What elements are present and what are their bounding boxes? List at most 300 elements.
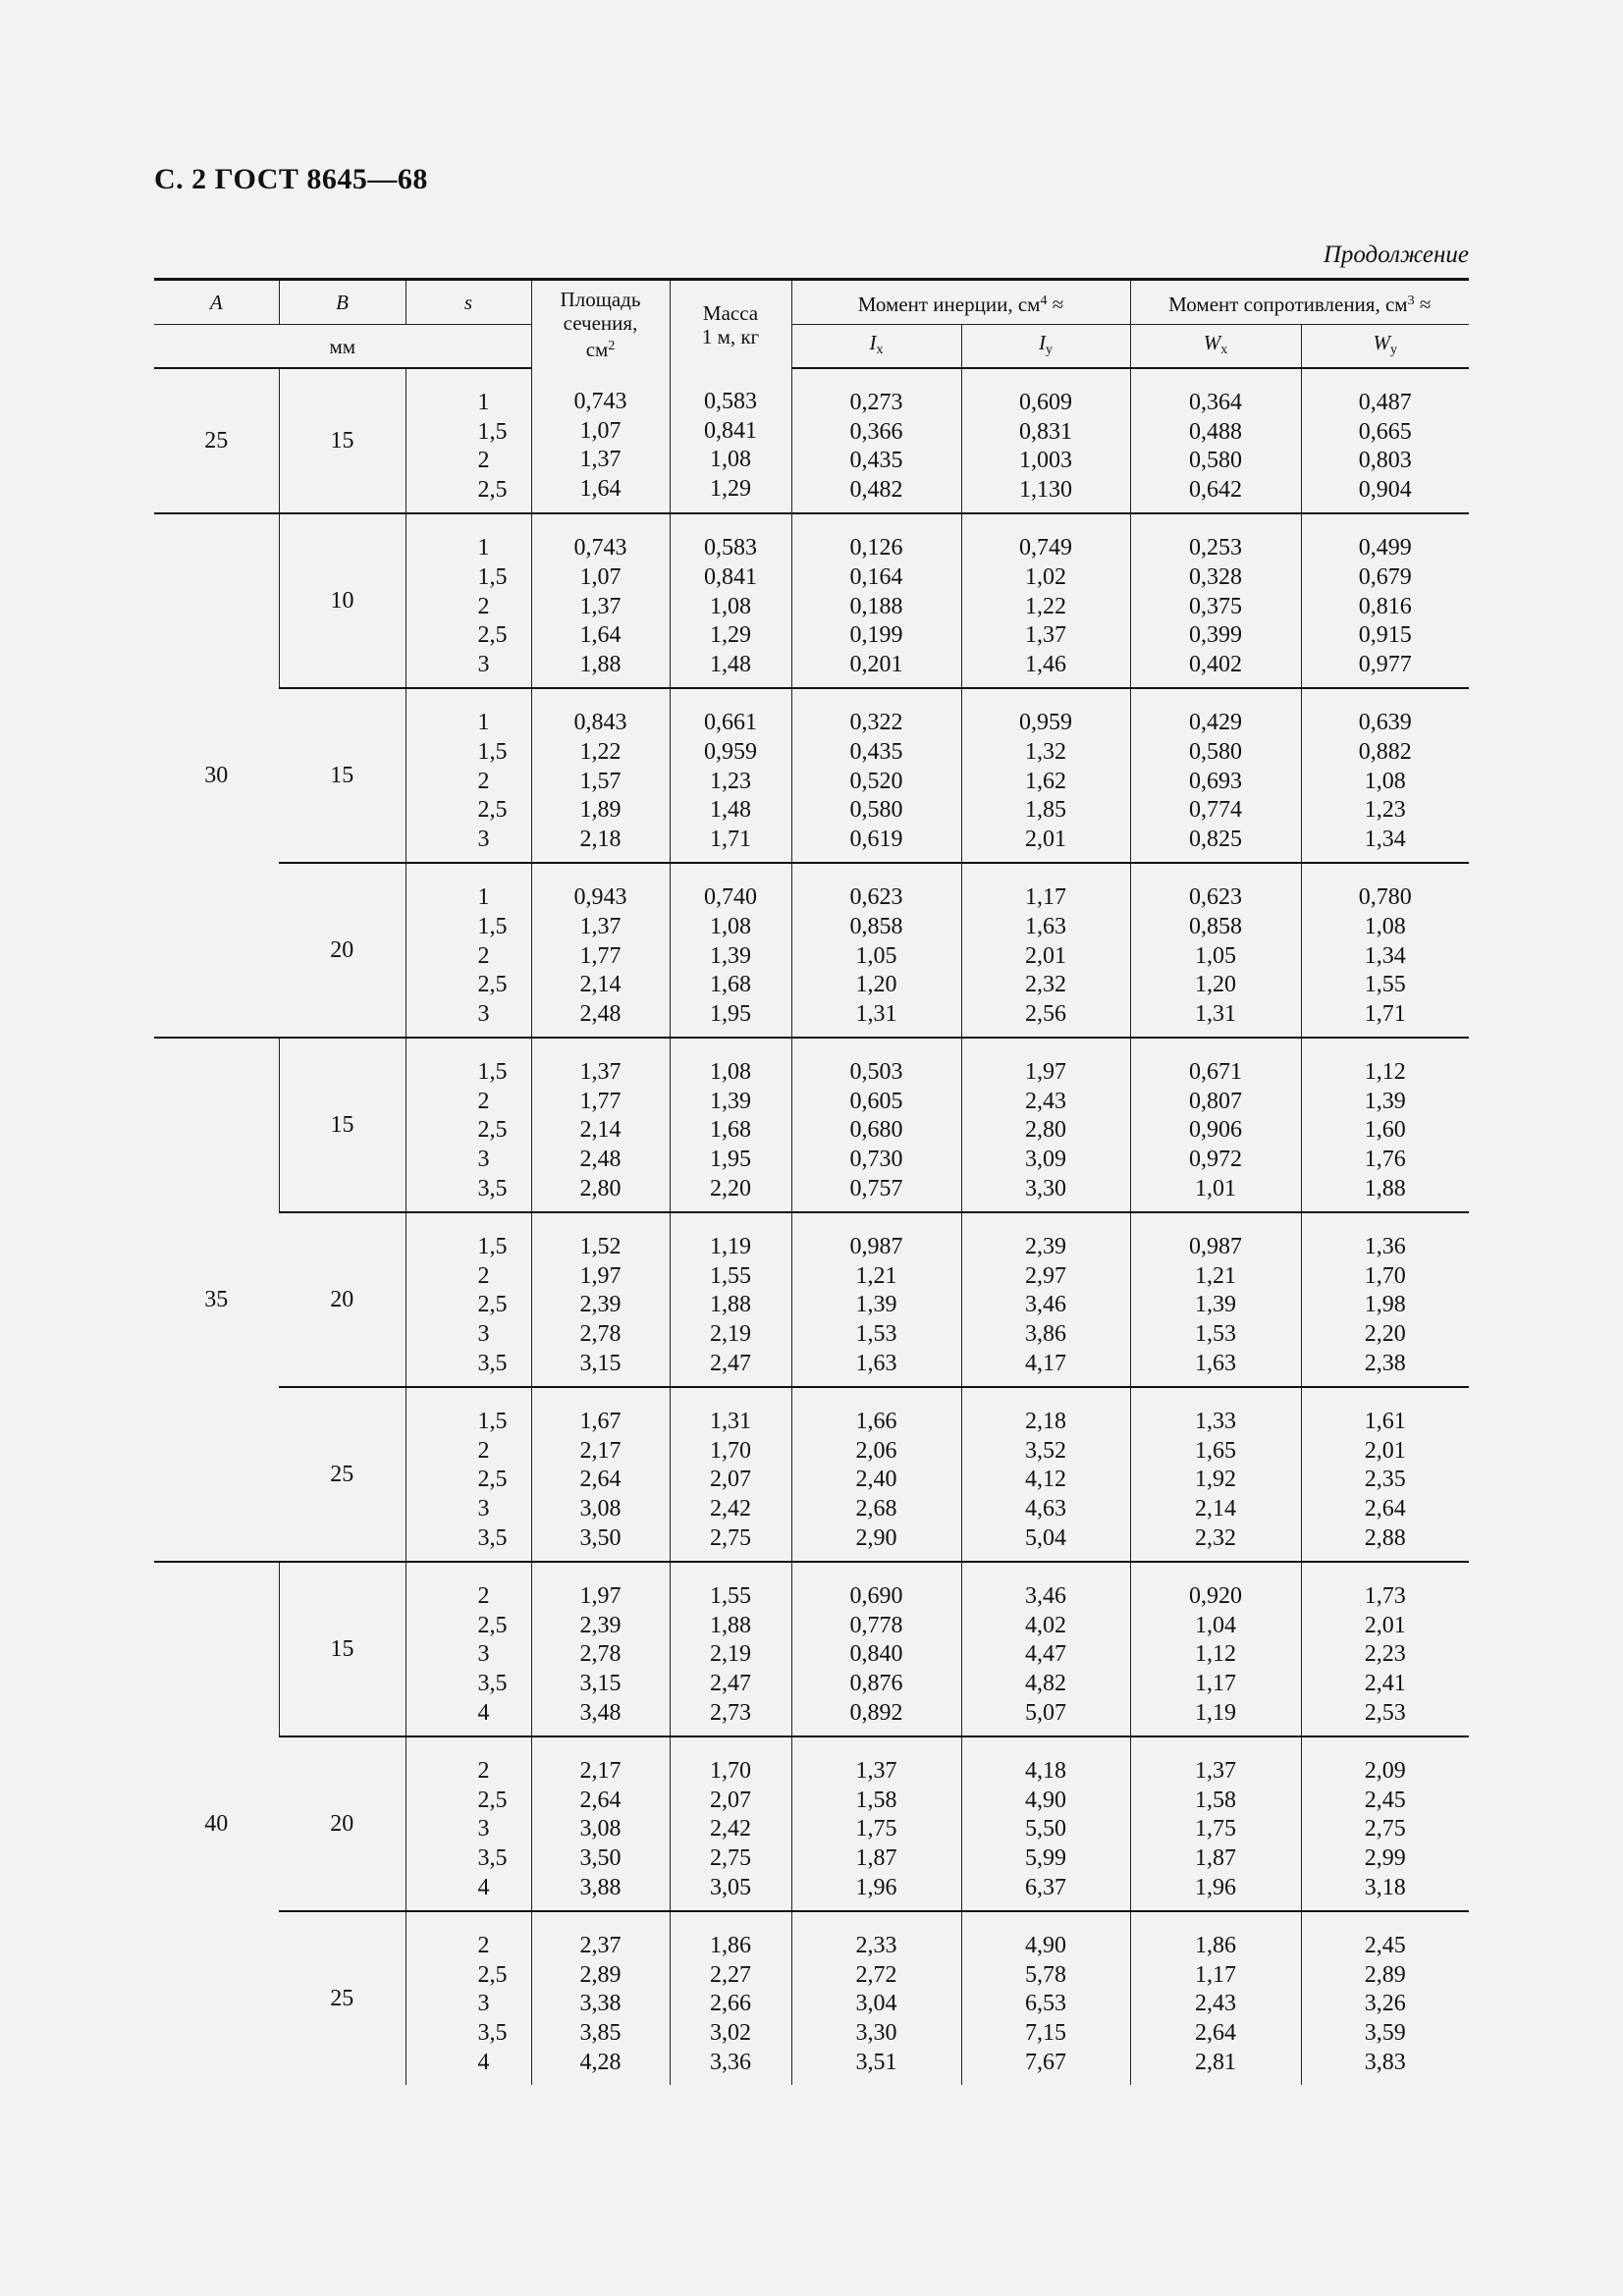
- cell-A: 30: [154, 513, 279, 1038]
- cell-mass: [670, 1387, 791, 1562]
- cell-s: [406, 863, 531, 1038]
- value-Iy: 2,80: [1025, 1117, 1066, 1144]
- value-s: 3: [477, 1321, 490, 1348]
- value-Ix: 0,201: [849, 651, 903, 677]
- cell-area: [531, 863, 670, 1038]
- value-Iy: 1,003: [1019, 448, 1072, 474]
- value-Iy: 1,02: [1025, 563, 1066, 590]
- cell-mass: [670, 688, 791, 863]
- cell-Iy: [961, 1736, 1130, 1911]
- value-Iy: 2,56: [1025, 1000, 1066, 1027]
- value-area: 1,57: [579, 768, 622, 794]
- value-Wx: 0,375: [1189, 593, 1242, 619]
- value-Wx: 0,580: [1189, 738, 1242, 765]
- cell-area: [531, 1736, 670, 1911]
- cell-B: 15: [279, 688, 406, 863]
- value-Iy: 4,63: [1025, 1496, 1066, 1522]
- value-area: 3,15: [579, 1350, 622, 1376]
- value-s: 1: [477, 390, 490, 415]
- value-s: 1,5: [477, 563, 508, 590]
- value-Wx: 1,12: [1195, 1641, 1236, 1668]
- value-Wy: 2,38: [1364, 1350, 1406, 1376]
- cell-mass: [670, 1911, 791, 2085]
- value-mass: 2,19: [710, 1321, 751, 1348]
- table-row: [154, 1387, 1469, 1562]
- value-Ix: 0,199: [849, 622, 903, 649]
- value-Ix: 1,63: [855, 1350, 897, 1376]
- cell-Ix: [791, 1562, 961, 1736]
- value-s: 1: [477, 535, 490, 561]
- value-Ix: 0,876: [849, 1670, 903, 1696]
- value-Iy: 1,130: [1019, 476, 1072, 503]
- value-mass: 1,71: [710, 826, 751, 852]
- value-Wx: 0,402: [1189, 651, 1242, 677]
- cell-Ix: [791, 1736, 961, 1911]
- value-area: 3,50: [579, 1524, 622, 1551]
- value-area: 1,67: [579, 1409, 622, 1435]
- value-area: 1,88: [579, 651, 622, 677]
- value-s: 2: [477, 942, 490, 969]
- value-mass: 0,740: [704, 884, 757, 911]
- value-mass: 1,08: [710, 1059, 751, 1086]
- value-s: 2,5: [477, 1467, 508, 1493]
- cell-Wx: [1130, 1736, 1301, 1911]
- cell-Ix: [791, 513, 961, 688]
- value-Ix: 1,05: [855, 942, 897, 969]
- page-title: С. 2 ГОСТ 8645—68: [154, 163, 428, 195]
- value-Ix: 0,435: [849, 448, 903, 474]
- value-Iy: 4,90: [1025, 1787, 1066, 1813]
- value-mass: 1,39: [710, 1088, 751, 1114]
- table-header: [154, 280, 1469, 369]
- value-area: 3,08: [579, 1496, 622, 1522]
- value-mass: 1,23: [710, 768, 751, 794]
- value-Wy: 0,665: [1358, 418, 1412, 445]
- value-Ix: 3,30: [855, 2019, 897, 2046]
- value-Wx: 0,693: [1189, 768, 1242, 794]
- value-mass: 1,08: [710, 913, 751, 939]
- value-Wx: 0,623: [1189, 884, 1242, 911]
- value-Wy: 1,76: [1364, 1147, 1406, 1173]
- value-Ix: 0,730: [849, 1147, 903, 1173]
- value-Wx: 1,17: [1195, 1961, 1236, 1988]
- value-Ix: 1,87: [855, 1844, 897, 1871]
- value-Ix: 0,757: [849, 1175, 903, 1201]
- value-s: 3,5: [477, 1524, 508, 1551]
- cell-area: [531, 1038, 670, 1212]
- cell-area: [531, 688, 670, 863]
- value-Ix: 0,188: [849, 593, 903, 619]
- value-Iy: 4,47: [1025, 1641, 1066, 1668]
- header-resistance: Момент сопротивления, $см^3$ ≈: [1130, 280, 1469, 325]
- table-row: [154, 513, 1469, 688]
- value-Iy: 3,30: [1025, 1175, 1066, 1201]
- value-Iy: 4,18: [1025, 1758, 1066, 1785]
- value-area: 2,48: [579, 1147, 622, 1173]
- value-Wy: 1,60: [1364, 1117, 1406, 1144]
- cell-B: 15: [279, 1562, 406, 1736]
- cell-Iy: [961, 863, 1130, 1038]
- value-area: 1,77: [579, 1088, 622, 1114]
- cell-area: [531, 1387, 670, 1562]
- value-s: 1: [477, 884, 490, 911]
- value-Iy: 1,22: [1025, 593, 1066, 619]
- cell-B: 20: [279, 1736, 406, 1911]
- value-mass: 1,39: [710, 942, 751, 969]
- value-area: 4,28: [579, 2049, 622, 2075]
- value-Wy: 2,01: [1364, 1437, 1406, 1464]
- value-Iy: 4,02: [1025, 1612, 1066, 1638]
- value-area: 2,80: [579, 1175, 622, 1201]
- value-s: 3: [477, 1496, 490, 1522]
- value-s: 2,5: [477, 1117, 508, 1144]
- value-Wy: 0,882: [1358, 738, 1412, 765]
- value-s: 2: [477, 1437, 490, 1464]
- value-Wx: 1,01: [1195, 1175, 1236, 1201]
- value-Iy: 1,37: [1025, 622, 1066, 649]
- value-Wy: 0,679: [1358, 563, 1412, 590]
- value-Wy: 2,53: [1364, 1699, 1406, 1726]
- value-Wx: 0,488: [1189, 418, 1242, 445]
- value-Wy: 2,09: [1364, 1758, 1406, 1785]
- value-mass: 1,70: [710, 1437, 751, 1464]
- value-mass: 1,68: [710, 1117, 751, 1144]
- header-Iy: $I_y$: [961, 325, 1130, 369]
- value-Wy: 1,08: [1364, 768, 1406, 794]
- value-Wx: 1,65: [1195, 1437, 1236, 1464]
- value-area: 2,14: [579, 1117, 622, 1144]
- value-area: 2,48: [579, 1000, 622, 1027]
- value-Iy: 4,82: [1025, 1670, 1066, 1696]
- cell-mass: [670, 1038, 791, 1212]
- value-Ix: 0,435: [849, 738, 903, 765]
- value-Iy: 1,46: [1025, 651, 1066, 677]
- value-Iy: 0,831: [1019, 418, 1072, 445]
- value-s: 2: [477, 768, 490, 794]
- value-mass: 1,48: [710, 797, 751, 824]
- cell-Wy: [1301, 1562, 1469, 1736]
- value-mass: 1,68: [710, 972, 751, 998]
- value-mass: 2,07: [710, 1787, 751, 1813]
- value-Wx: 0,987: [1189, 1234, 1242, 1260]
- header-A: A: [154, 280, 279, 325]
- value-area: 3,50: [579, 1844, 622, 1871]
- value-Ix: 0,840: [849, 1641, 903, 1668]
- value-Iy: 0,609: [1019, 390, 1072, 415]
- continuation-label: Продолжение: [1323, 241, 1469, 268]
- value-s: 2,5: [477, 797, 508, 824]
- value-Ix: 1,58: [855, 1787, 897, 1813]
- value-s: 2,5: [477, 1612, 508, 1638]
- value-area: 2,39: [579, 1292, 622, 1318]
- value-Wx: 0,328: [1189, 563, 1242, 590]
- cell-Wx: [1130, 688, 1301, 863]
- value-Ix: 1,75: [855, 1816, 897, 1842]
- value-mass: 2,20: [710, 1175, 751, 1201]
- value-s: 4: [477, 2049, 490, 2075]
- value-s: 2: [477, 593, 490, 619]
- value-Ix: 2,72: [855, 1961, 897, 1988]
- value-mass: 0,583: [704, 535, 757, 561]
- cell-Ix: [791, 1212, 961, 1387]
- value-Wy: 2,64: [1364, 1496, 1406, 1522]
- value-Wy: 0,803: [1358, 448, 1412, 474]
- value-Wy: 1,36: [1364, 1234, 1406, 1260]
- cell-Ix: [791, 1911, 961, 2085]
- value-area: 3,08: [579, 1816, 622, 1842]
- value-s: 3: [477, 1000, 490, 1027]
- cell-area: [531, 1562, 670, 1736]
- value-Ix: 0,987: [849, 1234, 903, 1260]
- value-mass: 2,42: [710, 1816, 751, 1842]
- value-Wy: 0,816: [1358, 593, 1412, 619]
- value-mass: 2,27: [710, 1961, 751, 1988]
- value-mass: 2,47: [710, 1670, 751, 1696]
- value-Wx: 1,96: [1195, 1874, 1236, 1900]
- value-area: 1,07: [579, 563, 622, 590]
- value-Ix: 0,273: [849, 390, 903, 415]
- value-mass: 1,08: [710, 447, 751, 473]
- value-Wy: 1,73: [1364, 1583, 1406, 1610]
- value-mass: 0,583: [704, 389, 757, 414]
- value-s: 3: [477, 651, 490, 677]
- cell-B: 20: [279, 863, 406, 1038]
- header-Wx: $W_x$: [1130, 325, 1301, 369]
- value-Wy: 2,75: [1364, 1816, 1406, 1842]
- value-Wy: 1,39: [1364, 1088, 1406, 1114]
- value-Wy: 1,34: [1364, 826, 1406, 852]
- cell-Iy: [961, 1387, 1130, 1562]
- value-Iy: 3,86: [1025, 1321, 1066, 1348]
- value-mass: 2,19: [710, 1641, 751, 1668]
- value-Wy: 1,55: [1364, 972, 1406, 998]
- cell-B: 15: [279, 368, 406, 513]
- value-Iy: 2,43: [1025, 1088, 1066, 1114]
- value-Iy: 5,04: [1025, 1524, 1066, 1551]
- value-Ix: 2,90: [855, 1524, 897, 1551]
- header-Wy: $W_y$: [1301, 325, 1469, 369]
- value-s: 3,5: [477, 1350, 508, 1376]
- cell-area: [531, 513, 670, 688]
- cell-Ix: [791, 688, 961, 863]
- cell-Ix: [791, 368, 961, 513]
- value-Wx: 0,642: [1189, 476, 1242, 503]
- value-s: 2,5: [477, 476, 508, 503]
- value-Wx: 1,63: [1195, 1350, 1236, 1376]
- value-Wy: 2,45: [1364, 1933, 1406, 1959]
- value-Wx: 0,807: [1189, 1088, 1242, 1114]
- cell-s: [406, 1038, 531, 1212]
- value-Wx: 1,05: [1195, 942, 1236, 969]
- cell-area: [531, 1911, 670, 2085]
- table-row: [154, 1038, 1469, 1212]
- value-Ix: 0,619: [849, 826, 903, 852]
- value-s: 2,5: [477, 622, 508, 649]
- value-mass: 1,31: [710, 1409, 751, 1435]
- cell-mass: [670, 513, 791, 688]
- value-area: 1,22: [579, 738, 622, 765]
- value-mass: 2,75: [710, 1524, 751, 1551]
- value-Iy: 0,749: [1019, 535, 1072, 561]
- value-mass: 1,08: [710, 593, 751, 619]
- value-Iy: 2,39: [1025, 1234, 1066, 1260]
- value-Ix: 1,96: [855, 1874, 897, 1900]
- value-Wx: 1,04: [1195, 1612, 1236, 1638]
- cell-mass: [670, 368, 791, 513]
- value-s: 2,5: [477, 972, 508, 998]
- value-Iy: 0,959: [1019, 710, 1072, 736]
- value-Iy: 1,85: [1025, 797, 1066, 824]
- value-area: 3,48: [579, 1699, 622, 1726]
- value-area: 2,37: [579, 1933, 622, 1959]
- value-Wy: 2,20: [1364, 1321, 1406, 1348]
- value-Wy: 1,98: [1364, 1292, 1406, 1318]
- value-Iy: 5,07: [1025, 1699, 1066, 1726]
- value-Wy: 2,35: [1364, 1467, 1406, 1493]
- cell-Ix: [791, 1038, 961, 1212]
- value-mass: 2,07: [710, 1467, 751, 1493]
- cell-Wx: [1130, 513, 1301, 688]
- value-Wx: 1,75: [1195, 1816, 1236, 1842]
- value-Wx: 1,20: [1195, 972, 1236, 998]
- value-Ix: 0,690: [849, 1583, 903, 1610]
- value-area: 2,64: [579, 1787, 622, 1813]
- value-mass: 1,95: [710, 1000, 751, 1027]
- value-Ix: 1,37: [855, 1758, 897, 1785]
- value-Iy: 1,17: [1025, 884, 1066, 911]
- value-s: 4: [477, 1874, 490, 1900]
- value-Wx: 2,14: [1195, 1496, 1236, 1522]
- value-Iy: 2,01: [1025, 942, 1066, 969]
- value-area: 1,37: [579, 1059, 622, 1086]
- cell-Iy: [961, 1562, 1130, 1736]
- value-Wx: 1,92: [1195, 1467, 1236, 1493]
- value-mass: 1,88: [710, 1612, 751, 1638]
- cell-Ix: [791, 863, 961, 1038]
- cell-Wy: [1301, 1387, 1469, 1562]
- value-Wx: 0,671: [1189, 1059, 1242, 1086]
- value-Wx: 0,858: [1189, 913, 1242, 939]
- value-Iy: 1,97: [1025, 1059, 1066, 1086]
- value-Wx: 0,825: [1189, 826, 1242, 852]
- value-Iy: 6,53: [1025, 1991, 1066, 2017]
- value-mass: 2,47: [710, 1350, 751, 1376]
- value-area: 2,17: [579, 1437, 622, 1464]
- table-row: [154, 1911, 1469, 2085]
- value-area: 0,843: [573, 710, 627, 736]
- value-area: 2,78: [579, 1641, 622, 1668]
- table-row: [154, 1562, 1469, 1736]
- value-mass: 1,55: [710, 1583, 751, 1610]
- value-Ix: 1,20: [855, 972, 897, 998]
- value-Wy: 1,61: [1364, 1409, 1406, 1435]
- cell-Iy: [961, 1212, 1130, 1387]
- value-s: 1,5: [477, 913, 508, 939]
- value-Ix: 0,778: [849, 1612, 903, 1638]
- value-Ix: 0,126: [849, 535, 903, 561]
- cell-s: [406, 1911, 531, 2085]
- value-area: 1,52: [579, 1234, 622, 1260]
- value-Ix: 1,31: [855, 1000, 897, 1027]
- value-mass: 1,88: [710, 1292, 751, 1318]
- cell-s: [406, 1562, 531, 1736]
- value-Wy: 3,59: [1364, 2019, 1406, 2046]
- value-Wy: 3,18: [1364, 1874, 1406, 1900]
- value-Ix: 0,680: [849, 1117, 903, 1144]
- cell-Wx: [1130, 1038, 1301, 1212]
- cell-Wy: [1301, 688, 1469, 863]
- cell-B: 25: [279, 1911, 406, 2085]
- table-row: [154, 863, 1469, 1038]
- value-Ix: 0,892: [849, 1699, 903, 1726]
- value-Wy: 1,08: [1364, 913, 1406, 939]
- value-area: 0,743: [573, 389, 627, 414]
- header-mm: мм: [154, 325, 531, 369]
- value-s: 1,5: [477, 1234, 508, 1260]
- value-Ix: 0,605: [849, 1088, 903, 1114]
- value-Wx: 0,920: [1189, 1583, 1242, 1610]
- value-s: 2: [477, 1088, 490, 1114]
- header-mass: Масса 1 м, кг: [670, 280, 791, 369]
- value-area: 3,88: [579, 1874, 622, 1900]
- value-Wy: 1,34: [1364, 942, 1406, 969]
- value-Wy: 0,977: [1358, 651, 1412, 677]
- value-Wx: 1,17: [1195, 1670, 1236, 1696]
- value-mass: 1,55: [710, 1262, 751, 1289]
- value-Wy: 2,89: [1364, 1961, 1406, 1988]
- value-s: 3: [477, 826, 490, 852]
- value-s: 1,5: [477, 1409, 508, 1435]
- cell-s: [406, 368, 531, 513]
- value-Wx: 0,972: [1189, 1147, 1242, 1173]
- value-Iy: 5,50: [1025, 1816, 1066, 1842]
- cell-s: [406, 1736, 531, 1911]
- value-Wx: 2,64: [1195, 2019, 1236, 2046]
- table-row: [154, 368, 1469, 513]
- value-s: 3,5: [477, 2019, 508, 2046]
- cell-mass: [670, 863, 791, 1038]
- value-s: 2: [477, 1758, 490, 1785]
- cell-area: [531, 368, 670, 513]
- value-Ix: 3,04: [855, 1991, 897, 2017]
- value-area: 1,37: [579, 593, 622, 619]
- cell-mass: [670, 1736, 791, 1911]
- cell-Wx: [1130, 1387, 1301, 1562]
- value-Iy: 3,09: [1025, 1147, 1066, 1173]
- value-Ix: 1,53: [855, 1321, 897, 1348]
- value-area: 1,97: [579, 1262, 622, 1289]
- header-area: Площадь сечения, $см^2$: [531, 280, 670, 369]
- value-Wx: 1,87: [1195, 1844, 1236, 1871]
- profile-specs-table: [154, 278, 1469, 2085]
- value-Wy: 0,915: [1358, 622, 1412, 649]
- cell-B: 10: [279, 513, 406, 688]
- value-Ix: 0,503: [849, 1059, 903, 1086]
- value-s: 2: [477, 1583, 490, 1610]
- value-Wx: 1,86: [1195, 1933, 1236, 1959]
- value-Wx: 1,21: [1195, 1262, 1236, 1289]
- value-Wy: 0,487: [1358, 390, 1412, 415]
- value-area: 1,37: [579, 913, 622, 939]
- value-Wx: 1,31: [1195, 1000, 1236, 1027]
- value-Wx: 1,53: [1195, 1321, 1236, 1348]
- cell-B: 20: [279, 1212, 406, 1387]
- value-mass: 1,86: [710, 1933, 751, 1959]
- value-Ix: 0,520: [849, 768, 903, 794]
- value-s: 3,5: [477, 1844, 508, 1871]
- value-area: 0,743: [573, 535, 627, 561]
- cell-Iy: [961, 1038, 1130, 1212]
